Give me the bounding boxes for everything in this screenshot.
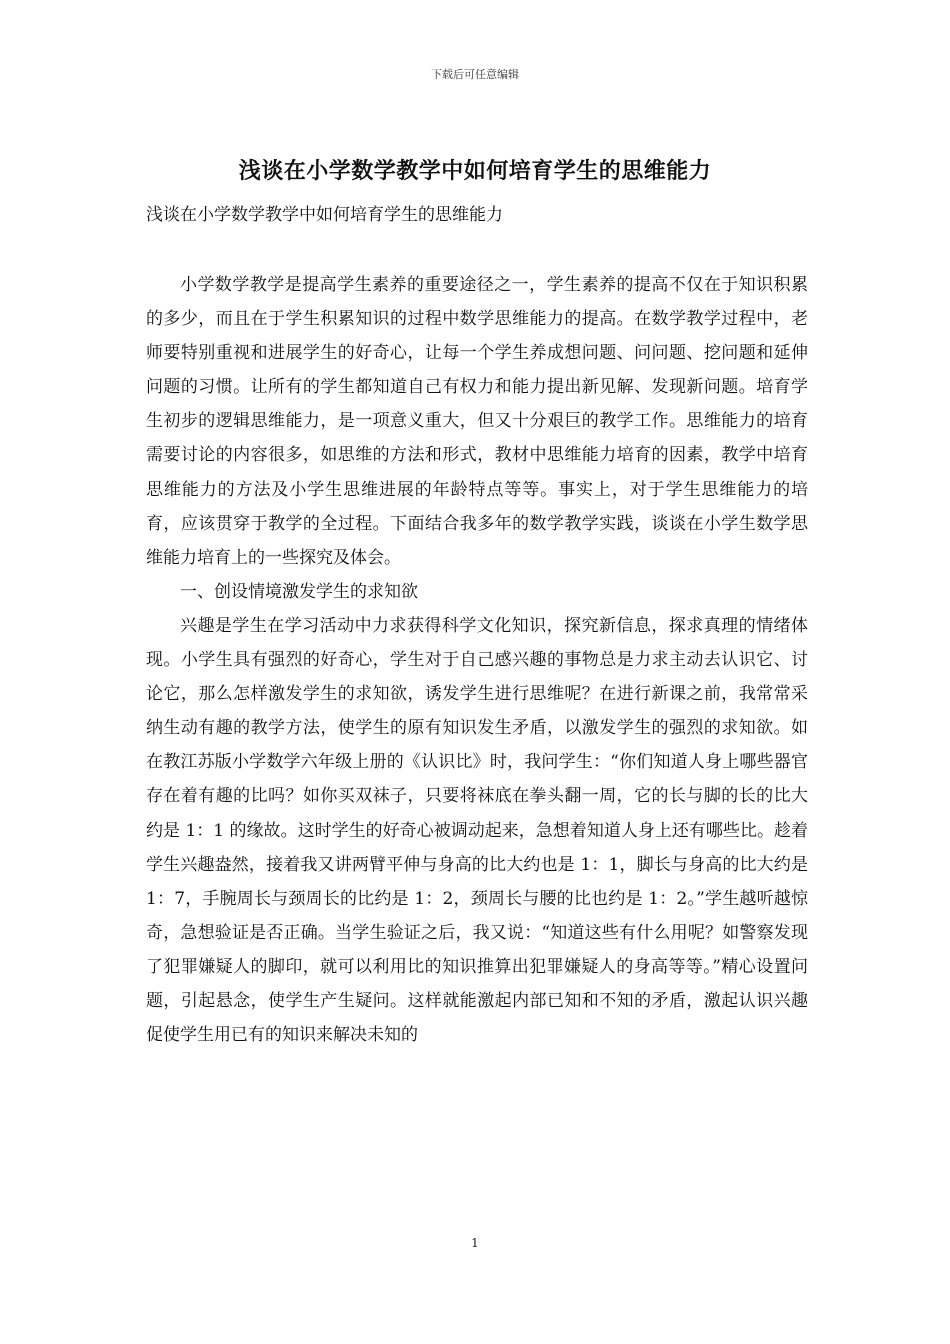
document-body (146, 268, 808, 1052)
header-note: 下载后可任意编辑 (431, 68, 519, 81)
page-number: 1 (471, 1236, 479, 1250)
paragraph-intro: 小学数学教学是提高学生素养的重要途径之一，学生素养的提高不仅在于知识积累的多少，而且在于学生积累知识的过程中数学思维能力的提高。在数学教学过程中，老师要特别重视和进展学生的好奇心，让每一个学生养成想问题、问问题、挖问题和延伸问题的习惯。让所有的学生都知道自己有权力和能力提出新见解、发现新问题。培育学生初步的逻辑思维能力，是一项意义重大，但又十分艰巨的教学工作。思维能力的培育需要讨论的内容很多，如思维的方法和形式，教材中思维能力培育的因素，教学中培育思维能力的方法及小学生思维进展的年龄特点等等。事实上，对于学生思维能力的培育，应该贯穿于教学的全过程。下面结合我多年的数学教学实践，谈谈在小学生数学思维能力培育上的一些探究及体会。 (146, 275, 808, 568)
section-heading: 一、创设情境激发学生的求知欲 (180, 581, 418, 602)
subtitle: 浅谈在小学数学教学中如何培育学生的思维能力 (146, 205, 503, 225)
page-title: 浅谈在小学数学教学中如何培育学生的思维能力 (238, 158, 712, 184)
paragraph-section-1: 兴趣是学生在学习活动中力求获得科学文化知识，探究新信息，探求真理的情绪体现。小学生具有强烈的好奇心，学生对于自己感兴趣的事物总是力求主动去认识它、讨论它，那么怎样激发学生的求知欲，诱发学生进行思维呢？在进行新课之前，我常常采纳生动有趣的教学方法，使学生的原有知识发生矛盾，以激发学生的强烈的求知欲。如在教江苏版小学数学六年级上册的《认识比》时，我问学生：“你们知道人身上哪些器官存在着有趣的比吗？如你买双袜子，只要将袜底在拳头翻一周，它的长与脚的长的比大约是 1：1 的缘故。这时学生的好奇心被调动起来，急想着知道人身上还有哪些比。趁着学生兴趣盎然，接着我又讲两臂平伸与身高的比大约也是 1：1，脚长与身高的比大约是 1：7，手腕周长与颈周长的比约是 1：2，颈周长与腰的比也约是 1：2。”学生越听越惊奇，急想验证是否正确。当学生验证之后，我又说：“知道这些有什么用呢？如警察发现了犯罪嫌疑人的脚印，就可以利用比的知识推算出犯罪嫌疑人的身高等等。”精心设置问题，引起悬念，使学生产生疑问。这样就能激起内部已知和不知的矛盾，激起认识兴趣促使学生用已有的知识来解决未知的 (146, 615, 808, 1046)
